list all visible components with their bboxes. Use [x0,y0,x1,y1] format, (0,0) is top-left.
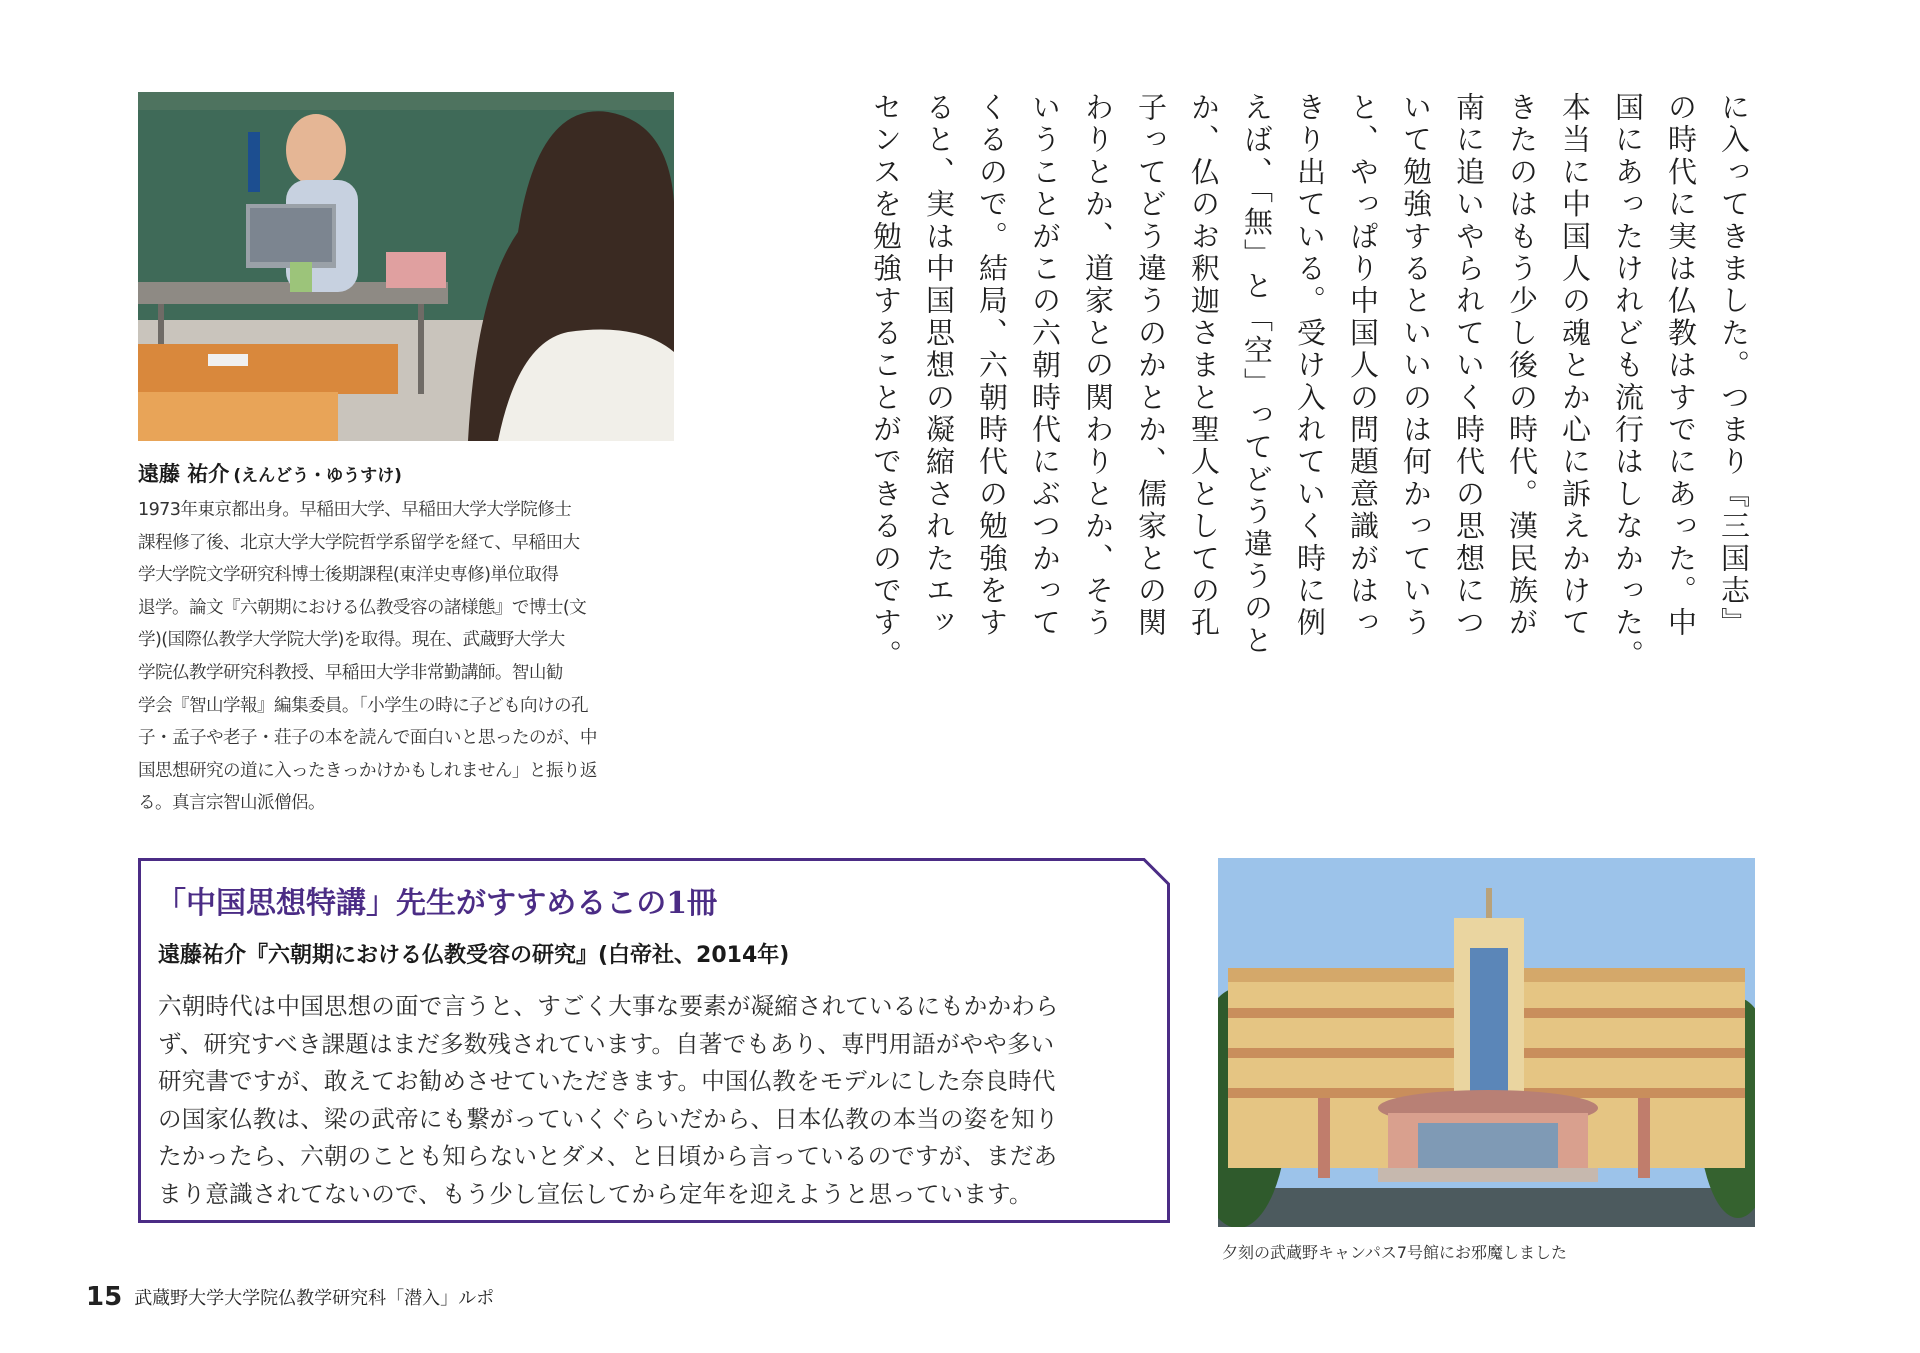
bio-line: 学会『智山学報』編集委員。「小学生の時に子ども向けの孔 [138,695,589,716]
bio-line: 国思想研究の道に入ったきっかけかもしれません」と振り返 [138,760,597,781]
recommendation-body [158,988,1158,1213]
text-column: えば、「無」と「空」ってどう違うのと [1240,92,1274,658]
page-footer [86,1282,494,1312]
bio-line: 学大学院文学研究科博士後期課程(東洋史専修)単位取得 [138,565,559,586]
bio-line: る。真言宗智山派僧侶。 [138,793,325,814]
recommended-book-title: 遠藤祐介『六朝期における仏教受容の研究』(白帝社、2014年) [158,943,790,968]
text-column: くるので。結局、六朝時代の勉強をす [975,92,1009,640]
body-line: まり意識されてないので、もう少し宣伝してから定年を迎えようと思っています。 [158,1179,1033,1208]
article-vertical-text [859,92,1760,672]
bio-line: 子・孟子や老子・荘子の本を読んで面白いと思ったのが、中 [138,728,597,749]
text-column: に入ってきました。つまり『三国志』 [1717,92,1751,640]
profile-bio [138,494,678,820]
body-line: ず、研究すべき課題はまだ多数残されています。自著でもあり、専門用語がやや多い [158,1029,1055,1058]
text-column: か、仏のお釈迦さまと聖人としての孔 [1187,92,1221,640]
text-column: きたのはもう少し後の時代。漢民族が [1505,92,1539,640]
text-column: わりとか、道家との関わりとか、そう [1081,92,1115,640]
bio-line: 学院仏教学研究科教授、早稲田大学非常勤講師。智山勧 [138,662,563,683]
profile-reading: (えんどう・ゆうすけ) [233,466,402,486]
text-column: の時代に実は仏教はすでにあった。中 [1664,92,1698,640]
bio-line: 課程修了後、北京大学大学院哲学系留学を経て、早稲田大 [138,532,580,553]
body-line: たかったら、六朝のことも知らないとダメ、と日頃から言っているのですが、まだあ [158,1142,1058,1170]
text-column: 子ってどう違うのかとか、儒家との関 [1134,92,1168,640]
profile-name [138,458,402,488]
recommendation-box [138,858,1170,1223]
profile-name-text: 遠藤 祐介 [138,462,230,486]
text-column: 南に追いやられていく時代の思想につ [1452,92,1486,640]
recommendation-heading: 「中国思想特講」先生がすすめるこの1冊 [156,886,718,921]
bio-line: 学)(国際仏教学大学院大学)を取得。現在、武蔵野大学大 [138,630,565,651]
body-line: 六朝時代は中国思想の面で言うと、すごく大事な要素が凝縮されているにもかかわら [158,992,1059,1020]
page-number: 15 [86,1282,123,1312]
body-line: の国家仏教は、梁の武帝にも繋がっていくぐらいだから、日本仏教の本当の姿を知り [158,1104,1059,1133]
text-column: センスを勉強することができるのです。 [869,92,903,672]
campus-photo-caption: 夕刻の武蔵野キャンパス7号館にお邪魔しました [1222,1243,1568,1262]
bio-line: 1973年東京都出身。早稲田大学、早稲田大学大学院修士 [138,500,572,520]
text-column: いて勉強するといいのは何かっていう [1399,92,1433,640]
classroom-photo [138,92,674,441]
body-line: 研究書ですが、敢えてお勧めさせていただきます。中国仏教をモデルにした奈良時代 [158,1067,1056,1095]
text-column: きり出ている。受け入れていく時に例 [1293,92,1327,640]
text-column: ると、実は中国思想の凝縮されたエッ [922,92,956,640]
text-column: と、やっぱり中国人の問題意識がはっ [1346,92,1380,640]
footer-title: 武蔵野大学大学院仏教学研究科「潜入」ルポ [134,1288,495,1309]
text-column: 国にあったけれども流行はしなかった。 [1611,92,1645,672]
campus-photo [1218,858,1755,1227]
text-column: 本当に中国人の魂とか心に訴えかけて [1558,92,1592,640]
bio-line: 退学。論文『六朝期における仏教受容の諸様態』で博士(文 [138,597,587,618]
text-column: いうことがこの六朝時代にぶつかって [1028,92,1062,640]
